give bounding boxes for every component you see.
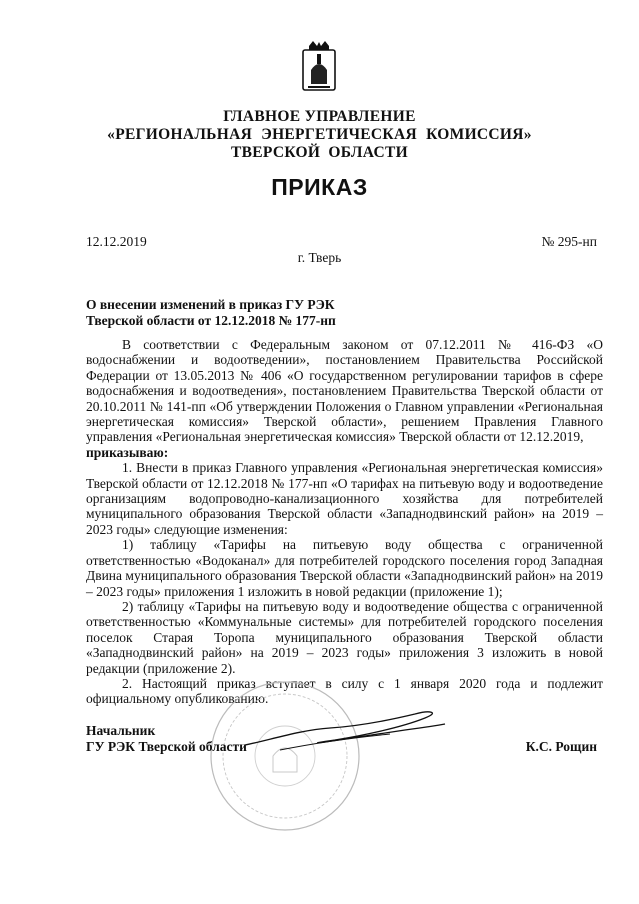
tver-coat-of-arms-icon xyxy=(301,40,337,94)
position-line-1: Начальник xyxy=(86,723,156,738)
document-city: г. Тверь xyxy=(297,250,342,265)
org-name-line-1: ГЛАВНОЕ УПРАВЛЕНИЕ xyxy=(223,108,416,125)
signatory-name: К.С. Рощин xyxy=(525,739,597,754)
handwritten-signature xyxy=(240,700,450,760)
preamble-paragraph: В соответствии с Федеральным законом от 07.12.2011 № 416-ФЗ «О водоснабжении и водоотведении», постановлением Правительства Российской Федерации от 13.05.2013 № 406 «О государственном регулировании тарифов в сфере водоснабжения и водоотведения», постановлением Правительства Тверской области от 20.10.2011 № 141-пп «Об утверждении Положения о Главном управлении «Региональная энергетическая комиссия» Тверской области», решением Правления Главного управления «Региональная энергетическая комиссия» Тверской области от 12.12.2019, xyxy=(86,337,603,445)
order-word: приказываю: xyxy=(86,444,169,460)
document-body xyxy=(86,337,603,707)
document-date: 12.12.2019 xyxy=(86,234,147,249)
item-1-2-paragraph: 2) таблицу «Тарифы на питьевую воду и водоотведение общества с ограниченной ответственностью «Коммунальные системы» для потребителей городского поселения поселок Старая Торопа муниципального образования Тверской области «Западнодвинский район» на 2019 – 2023 годы» приложения 3 изложить в новой редакции (приложение 2). xyxy=(86,598,603,676)
item-1-1-paragraph: 1) таблицу «Тарифы на питьевую воду общества с ограниченной ответственностью «Водоканал» для потребителей городского поселения город Западная Двина муниципального образования Тверской области «Западнодвинский район» на 2019 – 2023 годы» приложения 1 изложить в новой редакции (приложение 1); xyxy=(86,537,603,599)
signatory-position xyxy=(86,723,247,755)
document-title: ПРИКАЗ xyxy=(271,174,368,200)
document-subject xyxy=(86,297,406,329)
item-1-paragraph: 1. Внести в приказ Главного управления «Региональная энергетическая комиссия» Тверской области от 12.12.2018 № 177-нп «О тарифах на питьевую воду и водоотведение организациям водопроводно-канализационного хозяйства для потребителей муниципального образования Тверской области «Западнодвинский район» на 2019 – 2023 годы» следующие изменения: xyxy=(86,460,603,537)
position-line-2: ГУ РЭК Тверской области xyxy=(86,739,247,754)
subject-line-2: Тверской области от 12.12.2018 № 177-нп xyxy=(86,313,336,328)
subject-line-1: О внесении изменений в приказ ГУ РЭК xyxy=(86,297,335,312)
item-2-paragraph: 2. Настоящий приказ вступает в силу с 1 января 2020 года и подлежит официальному опубликованию. xyxy=(86,675,603,707)
org-name-line-2: «РЕГИОНАЛЬНАЯ ЭНЕРГЕТИЧЕСКАЯ КОМИССИЯ» xyxy=(107,126,532,143)
document-number: № 295-нп xyxy=(541,234,597,249)
org-name-line-3: ТВЕРСКОЙ ОБЛАСТИ xyxy=(231,144,408,161)
